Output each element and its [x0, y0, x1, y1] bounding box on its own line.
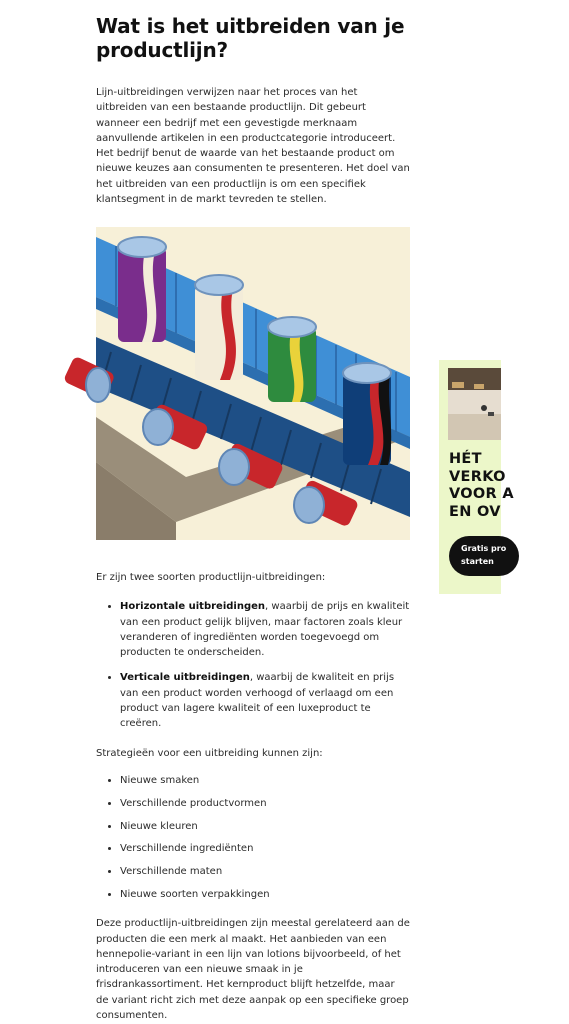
strategies-intro: Strategieën voor een uitbreiding kunnen zijn: [96, 747, 323, 759]
list-item: • Nieuwe smaken [120, 773, 410, 788]
closing-paragraph: Deze productlijn-uitbreidingen zijn meestal gerelateerd aan de producten die een merk al maakt. Het aanbieden van een hennepolie-variant in een lijn van lotions bijvoorbeeld, of het introduceren van een nieuwe smaak in je frisdrankassortiment. Het kernproduct blijft hetzelfde, maar de variant richt zich met deze aanpak op een specifieke groep consumenten. [96, 918, 410, 1022]
list-item: • Nieuwe kleuren [120, 819, 410, 834]
strategies-list [96, 773, 410, 902]
article-title: Wat is het uitbreiden van je productlijn? [96, 14, 405, 62]
list-item [120, 670, 410, 731]
list-item: • Verschillende productvormen [120, 796, 410, 811]
extension-types-list [96, 599, 410, 731]
term: Horizontale uitbreidingen [120, 601, 266, 613]
term-description: , waarbij de kwaliteit en prijs van een product worden verhoogd of verlaagd om een product van lagere kwaliteit of een luxeproduct te creëren. [120, 672, 395, 730]
intro-paragraph: Lijn-uitbreidingen verwijzen naar het proces van het uitbreiden van een bestaande productlijn. Dit gebeurt wanneer een bedrijf met een gevestigde merknaam aanvullende artikelen in een productcategorie introduceert. Het bedrijf benut de waarde van het bestaande product om nieuwe keuzes aan consumenten te presenteren. Het doel van het uitbreiden van een productlijn is om een specifiek klantsegment in de markt tevreden te stellen. [96, 87, 410, 206]
term-description: , waarbij de prijs en kwaliteit van een product gelijk blijven, maar factoren zoals kleur veranderen of ingrediënten worden toegevoegd om producten te onderscheiden. [120, 601, 410, 659]
list-item: • Verschillende maten [120, 864, 410, 879]
list-item: • Nieuwe soorten verpakkingen [120, 887, 410, 902]
term: Verticale uitbreidingen [120, 672, 250, 684]
ad-headline: HÉT VERKO VOOR A EN OV [449, 451, 514, 520]
list-item [120, 599, 410, 660]
article-body [96, 570, 410, 1023]
types-intro: Er zijn twee soorten productlijn-uitbreidingen: [96, 572, 326, 583]
ad-image [448, 368, 501, 440]
free-trial-button[interactable]: Gratis pro starten [449, 536, 519, 576]
conveyor-illustration [96, 227, 410, 540]
list-item: • Verschillende ingrediënten [120, 841, 410, 856]
article [96, 0, 410, 207]
